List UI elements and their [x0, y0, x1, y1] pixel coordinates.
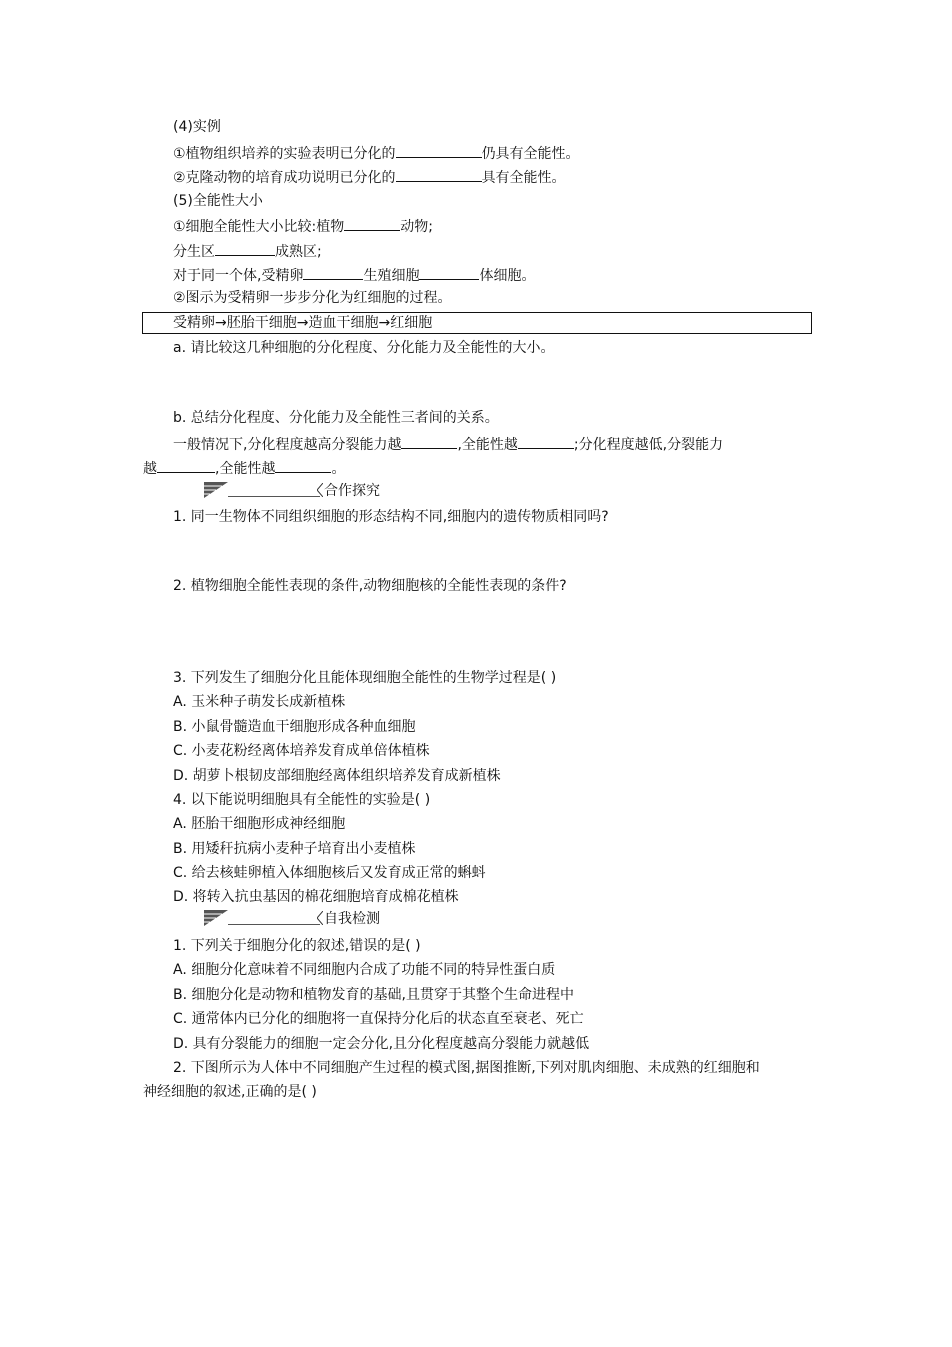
blank: [215, 240, 275, 256]
hezuo-q4-option-b: B. 用矮秆抗病小麦种子培育出小麦植株: [173, 841, 416, 857]
hezuo-q4: 4. 以下能说明细胞具有全能性的实验是( ): [173, 792, 431, 808]
hezuo-q3-option-a: A. 玉米种子萌发长成新植株: [173, 694, 346, 710]
section4-heading: (4)实例: [173, 119, 221, 135]
section-rule: [228, 496, 320, 497]
hezuo-q3-option-b: B. 小鼠骨髓造血干细胞形成各种血细胞: [173, 719, 416, 735]
blank: [275, 457, 331, 473]
section4-item2: ②克隆动物的培育成功说明已分化的 具有全能性。: [173, 166, 566, 186]
bracket-icon: [317, 911, 323, 925]
hezuo-q4-option-c: C. 给去核蛙卵植入体细胞核后又发育成正常的蝌蚪: [173, 865, 486, 881]
section-header-hezuo: [204, 480, 404, 502]
section5-compare: ①细胞全能性大小比较:植物 动物;: [173, 215, 433, 235]
hezuo-q3: 3. 下列发生了细胞分化且能体现细胞全能性的生物学过程是( ): [173, 670, 557, 686]
general-relation-line1: 一般情况下,分化程度越高分裂能力越 ,全能性越 ;分化程度越低,分裂能力: [173, 433, 723, 453]
ziwo-q1-option-d: D. 具有分裂能力的细胞一定会分化,且分化程度越高分裂能力就越低: [173, 1036, 590, 1052]
general-relation-line2: 越 ,全能性越 。: [143, 457, 345, 477]
blank: [344, 215, 400, 231]
section5-heading: (5)全能性大小: [173, 193, 263, 209]
blank: [396, 166, 482, 182]
ziwo-q2-line2: 神经细胞的叙述,正确的是( ): [143, 1084, 317, 1100]
ziwo-q2-line1: 2. 下图所示为人体中不同细胞产生过程的模式图,据图推断,下列对肌肉细胞、未成熟的红细胞和: [173, 1060, 760, 1076]
bracket-icon: [317, 483, 323, 497]
section-header-ziwo: [204, 908, 404, 930]
blank: [419, 264, 479, 280]
hezuo-q3-option-c: C. 小麦花粉经离体培养发育成单倍体植株: [173, 743, 430, 759]
question-b: b. 总结分化程度、分化能力及全能性三者间的关系。: [173, 410, 499, 426]
section-rule: [228, 924, 320, 925]
hezuo-q3-option-d: D. 胡萝卜根韧皮部细胞经离体组织培养发育成新植株: [173, 768, 501, 784]
blank: [401, 433, 457, 449]
section-marker-icon: [204, 910, 228, 926]
blank: [303, 264, 363, 280]
ziwo-q1-option-c: C. 通常体内已分化的细胞将一直保持分化后的状态直至衰老、死亡: [173, 1011, 584, 1027]
ziwo-q1-option-b: B. 细胞分化是动物和植物发育的基础,且贯穿于其整个生命进程中: [173, 987, 574, 1003]
ziwo-q1: 1. 下列关于细胞分化的叙述,错误的是( ): [173, 938, 421, 954]
flow-text: 受精卵→胚胎干细胞→造血干细胞→红细胞: [173, 315, 433, 331]
hezuo-q1: 1. 同一生物体不同组织细胞的形态结构不同,细胞内的遗传物质相同吗?: [173, 509, 609, 525]
ziwo-q1-option-a: A. 细胞分化意味着不同细胞内合成了功能不同的特异性蛋白质: [173, 962, 556, 978]
blank: [157, 457, 215, 473]
section5-same-individual: 对于同一个体,受精卵 生殖细胞 体细胞。: [173, 264, 535, 284]
section-marker-icon: [204, 482, 228, 498]
hezuo-q4-option-d: D. 将转入抗虫基因的棉花细胞培育成棉花植株: [173, 889, 459, 905]
section5-zone: 分生区 成熟区;: [173, 240, 322, 260]
blank: [396, 142, 482, 158]
blank: [518, 433, 574, 449]
section5-figure-desc: ②图示为受精卵一步步分化为红细胞的过程。: [173, 290, 452, 306]
hezuo-q4-option-a: A. 胚胎干细胞形成神经细胞: [173, 816, 346, 832]
question-a: a. 请比较这几种细胞的分化程度、分化能力及全能性的大小。: [173, 340, 555, 356]
section-title: 合作探究: [324, 483, 380, 499]
section-title: 自我检测: [324, 911, 380, 927]
section4-item1: ①植物组织培养的实验表明已分化的 仍具有全能性。: [173, 142, 580, 162]
hezuo-q2: 2. 植物细胞全能性表现的条件,动物细胞核的全能性表现的条件?: [173, 578, 567, 594]
